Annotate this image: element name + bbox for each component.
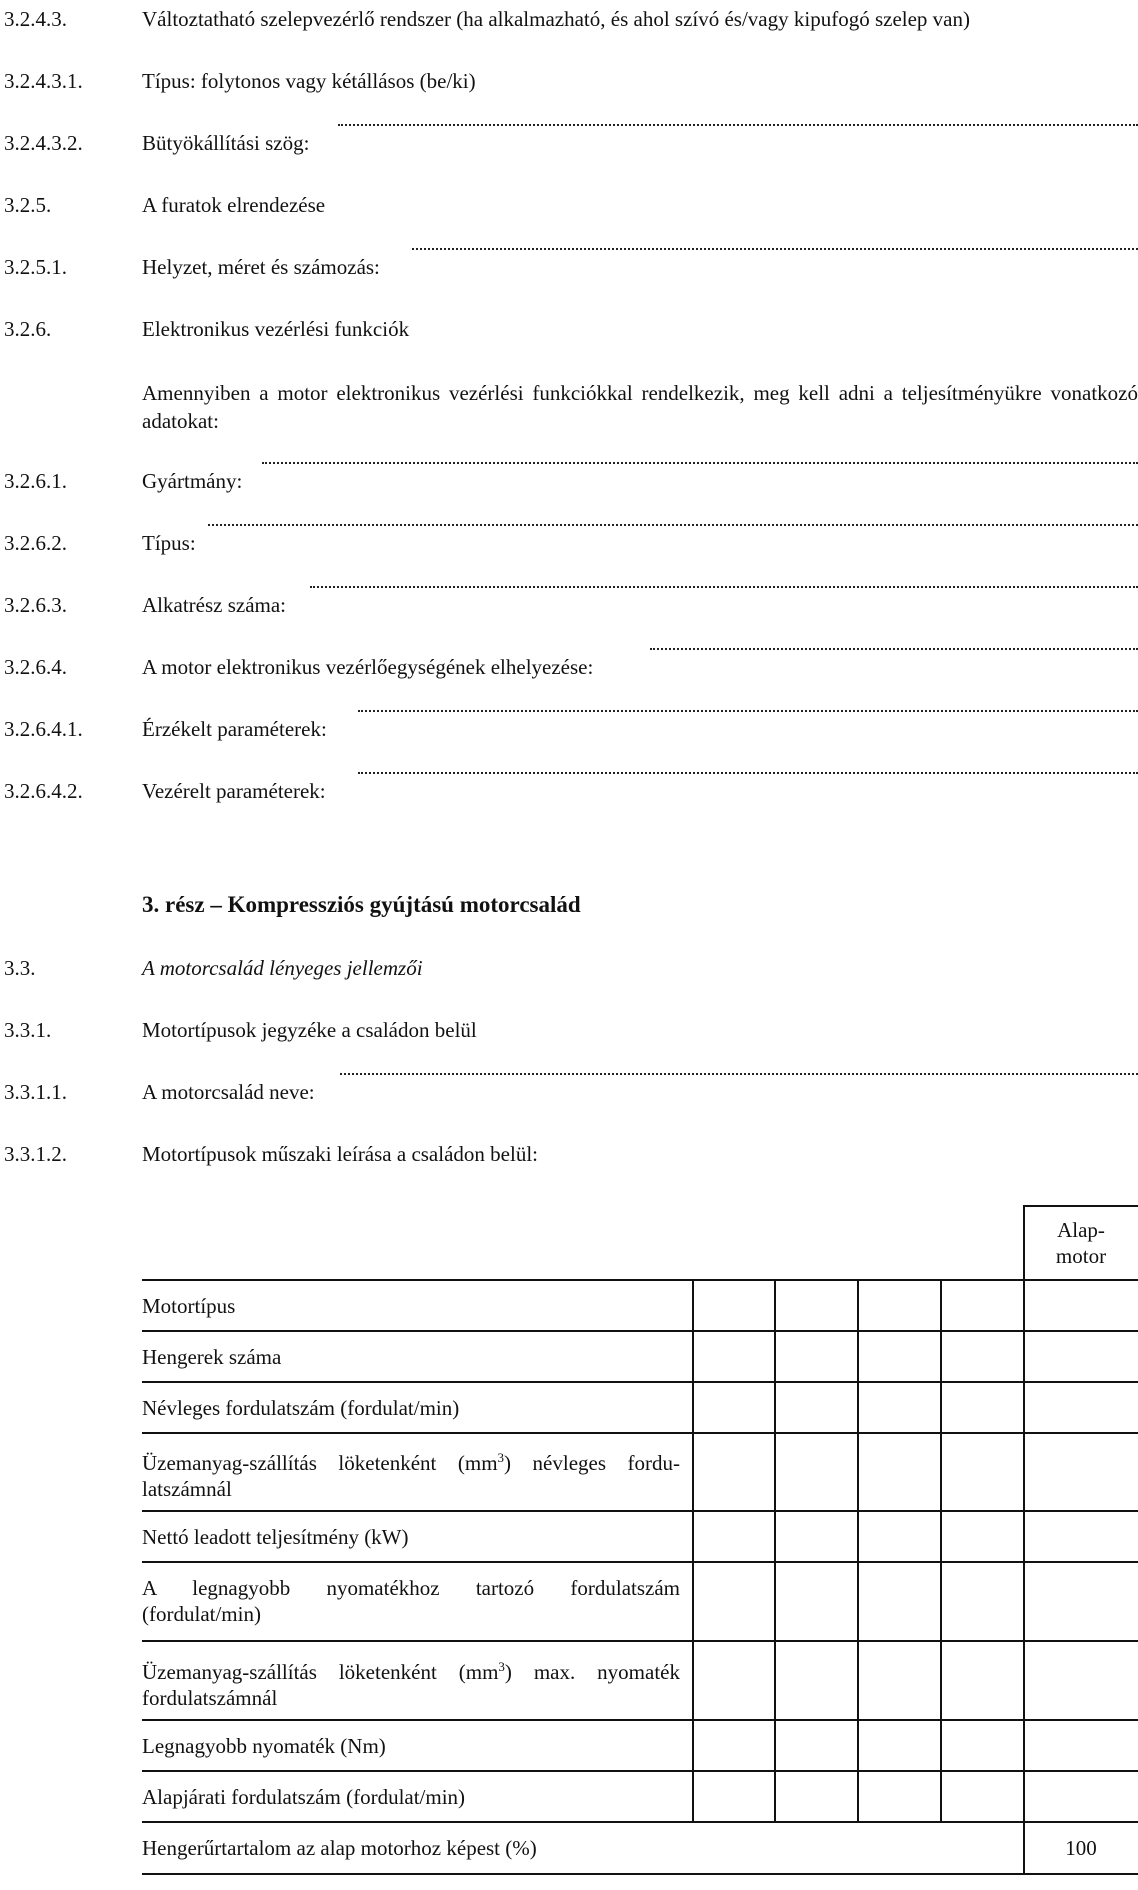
item-text: Vezérelt paraméterek: — [142, 779, 326, 803]
table-rule — [940, 1279, 942, 1821]
item-text: Elektronikus vezérlési funkciók — [142, 317, 410, 341]
label-part: ) max. nyomaték fordulatszámnál — [142, 1660, 680, 1710]
label-part: Üzemanyag-szállítás löketenként (mm — [142, 1660, 499, 1684]
item-number: 3.2.6.1. — [4, 469, 67, 493]
item-number: 3.2.6.4.1. — [4, 717, 83, 741]
fill-in-line[interactable] — [358, 710, 1138, 712]
table-row-label — [142, 1445, 680, 1502]
item-number: 3.2.6.4. — [4, 655, 67, 679]
label-part: ) névleges fordu-latszámnál — [142, 1451, 680, 1501]
item-text: Változtatható szelepvezérlő rendszer (ha alkalmazható, és ahol szívó és/vagy kipufogó szelep van) — [142, 7, 970, 31]
table-rule — [142, 1561, 1138, 1563]
fill-in-line[interactable] — [310, 586, 1138, 588]
fill-in-line[interactable] — [650, 648, 1138, 650]
table-rule — [142, 1510, 1138, 1512]
item-number: 3.2.5.1. — [4, 255, 67, 279]
table-row-label: Legnagyobb nyomaték (Nm) — [142, 1734, 386, 1758]
item-text: Motortípusok jegyzéke a családon belül — [142, 1018, 477, 1042]
paragraph-3-2-6: Amennyiben a motor elektronikus vezérlési funkciókkal rendelkezik, meg kell adni a teljesítményükre vonatkozó adatokat: — [142, 381, 1138, 433]
item-text: A motorcsalád neve: — [142, 1080, 315, 1104]
table-rule — [142, 1432, 1138, 1434]
fill-in-line[interactable] — [208, 524, 1138, 526]
item-number: 3.3.1. — [4, 1018, 52, 1042]
table-row-label: Nettó leadott teljesítmény (kW) — [142, 1525, 409, 1549]
table-row-label: Hengerek száma — [142, 1345, 282, 1369]
table-row-label — [142, 1654, 680, 1711]
item-text: Típus: — [142, 531, 196, 555]
fill-in-line[interactable] — [358, 772, 1138, 774]
item-text: Gyártmány: — [142, 469, 243, 493]
table-row-label: A legnagyobb nyomatékhoz tartozó fordulatszám (fordulat/min) — [142, 1576, 680, 1626]
header-line: motor — [1055, 1244, 1107, 1268]
table-rule — [142, 1821, 1138, 1823]
fill-in-line[interactable] — [340, 1073, 1138, 1075]
item-text: A motorcsalád lényeges jellemzői — [142, 956, 423, 980]
label-part: Üzemanyag-szállítás löketenként (mm — [142, 1451, 498, 1475]
table-rule — [142, 1873, 1138, 1875]
table-rule — [142, 1719, 1138, 1721]
item-number: 3.3.1.2. — [4, 1142, 67, 1166]
item-number: 3.2.6.3. — [4, 593, 67, 617]
item-number: 3.2.6.4.2. — [4, 779, 83, 803]
item-number: 3.2.4.3.1. — [4, 69, 83, 93]
table-rule — [857, 1279, 859, 1821]
table-row-label: Hengerűrtartalom az alap motorhoz képest (%) — [142, 1836, 537, 1860]
base-engine-cell[interactable]: 100 — [1065, 1836, 1097, 1860]
item-text: Típus: folytonos vagy kétállásos (be/ki) — [142, 69, 476, 93]
table-rule — [142, 1279, 1138, 1281]
item-number: 3.3.1.1. — [4, 1080, 67, 1104]
item-number: 3.2.4.3.2. — [4, 131, 83, 155]
header-line: Alap- — [1057, 1218, 1105, 1242]
table-rule — [142, 1640, 1138, 1642]
item-text: Érzékelt paraméterek: — [142, 717, 327, 741]
table-rule — [1023, 1205, 1025, 1873]
item-text: A furatok elrendezése — [142, 193, 326, 217]
item-number: 3.2.6.2. — [4, 531, 67, 555]
item-text: A motor elektronikus vezérlőegységének elhelyezése: — [142, 655, 594, 679]
item-number: 3.3. — [4, 956, 36, 980]
superscript: 3 — [497, 1450, 505, 1465]
item-number: 3.2.6. — [4, 317, 52, 341]
table-row-label: Alapjárati fordulatszám (fordulat/min) — [142, 1785, 466, 1809]
item-text: Bütyökállítási szög: — [142, 131, 310, 155]
table-rule — [142, 1770, 1138, 1772]
section-heading: 3. rész – Kompressziós gyújtású motorcsalád — [142, 892, 581, 917]
item-text: Motortípusok műszaki leírása a családon belül: — [142, 1142, 538, 1166]
table-row-label: Motortípus — [142, 1294, 236, 1318]
item-text: Helyzet, méret és számozás: — [142, 255, 380, 279]
table-row-label: Névleges fordulatszám (fordulat/min) — [142, 1396, 460, 1420]
item-number: 3.2.4.3. — [4, 7, 67, 31]
table-rule — [142, 1381, 1138, 1383]
table-rule — [692, 1279, 694, 1821]
fill-in-line[interactable] — [412, 248, 1138, 250]
column-header-base-engine — [1024, 1217, 1138, 1269]
item-number: 3.2.5. — [4, 193, 52, 217]
item-text: Alkatrész száma: — [142, 593, 287, 617]
table-rule — [142, 1330, 1138, 1332]
superscript: 3 — [498, 1659, 505, 1674]
table-rule — [774, 1279, 776, 1821]
fill-in-line[interactable] — [338, 124, 1138, 126]
fill-in-line[interactable] — [262, 462, 1138, 464]
table-rule — [1023, 1205, 1138, 1207]
